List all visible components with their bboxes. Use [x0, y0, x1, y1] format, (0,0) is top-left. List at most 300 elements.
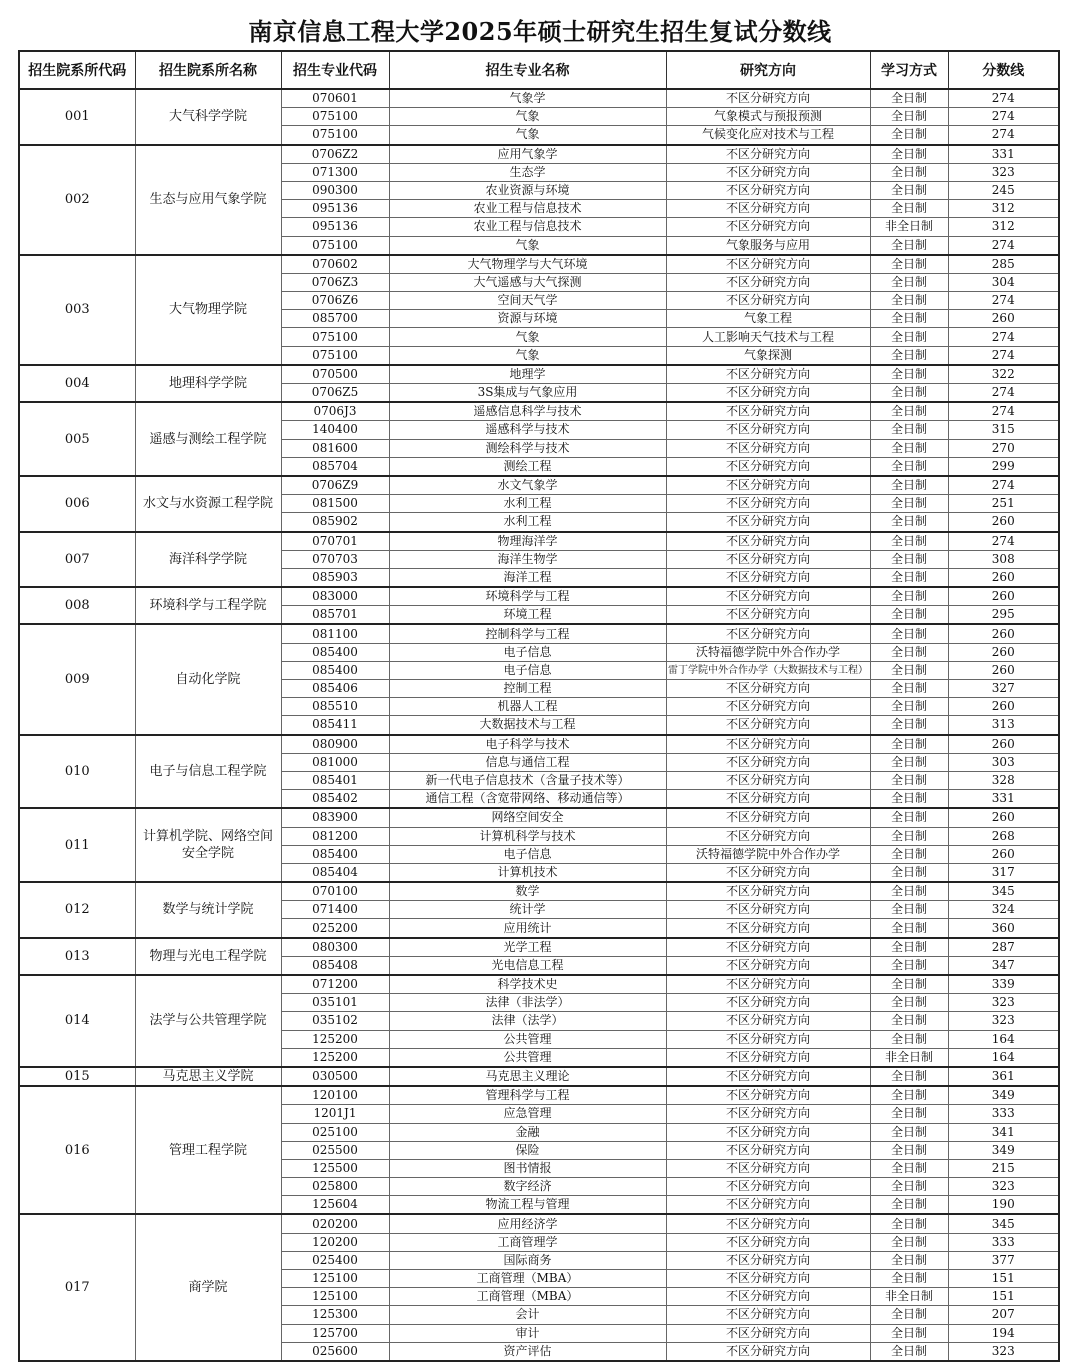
header-major-code: 招生专业代码: [281, 51, 389, 89]
direction-cell: 不区分研究方向: [666, 1342, 870, 1361]
major-code-cell: 0706Z9: [281, 476, 389, 495]
major-code-cell: 085902: [281, 513, 389, 532]
dept-name-cell: 大气科学学院: [135, 89, 281, 145]
major-code-cell: 085402: [281, 790, 389, 809]
study-mode-cell: 全日制: [870, 790, 948, 809]
major-name-cell: 生态学: [389, 163, 666, 181]
score-cell: 274: [948, 402, 1059, 421]
major-code-cell: 070703: [281, 550, 389, 568]
score-cell: 323: [948, 994, 1059, 1012]
major-code-cell: 085903: [281, 568, 389, 587]
direction-cell: 不区分研究方向: [666, 624, 870, 643]
major-code-cell: 085401: [281, 771, 389, 789]
major-name-cell: 测绘科学与技术: [389, 439, 666, 457]
score-cell: 331: [948, 145, 1059, 164]
score-cell: 347: [948, 956, 1059, 975]
dept-name-cell: 自动化学院: [135, 624, 281, 734]
major-code-cell: 085400: [281, 661, 389, 679]
direction-cell: 不区分研究方向: [666, 735, 870, 754]
study-mode-cell: 全日制: [870, 365, 948, 384]
study-mode-cell: 全日制: [870, 1123, 948, 1141]
header-mode: 学习方式: [870, 51, 948, 89]
dept-code-cell: 014: [19, 975, 135, 1067]
major-code-cell: 0706Z6: [281, 292, 389, 310]
study-mode-cell: 全日制: [870, 827, 948, 845]
direction-cell: 不区分研究方向: [666, 994, 870, 1012]
dept-name-cell: 计算机学院、网络空间安全学院: [135, 808, 281, 882]
major-code-cell: 070100: [281, 882, 389, 901]
major-code-cell: 125200: [281, 1030, 389, 1048]
direction-cell: 不区分研究方向: [666, 457, 870, 476]
major-code-cell: 085510: [281, 698, 389, 716]
score-cell: 274: [948, 108, 1059, 126]
dept-code-cell: 001: [19, 89, 135, 145]
dept-name-cell: 遥感与测绘工程学院: [135, 402, 281, 476]
major-name-cell: 光电信息工程: [389, 956, 666, 975]
major-name-cell: 应用统计: [389, 919, 666, 938]
direction-cell: 不区分研究方向: [666, 1067, 870, 1086]
major-code-cell: 1201J1: [281, 1105, 389, 1123]
direction-cell: 不区分研究方向: [666, 513, 870, 532]
study-mode-cell: 全日制: [870, 1086, 948, 1105]
major-name-cell: 水利工程: [389, 513, 666, 532]
direction-cell: 沃特福德学院中外合作办学: [666, 845, 870, 863]
major-name-cell: 大气遥感与大气探测: [389, 273, 666, 291]
score-cell: 324: [948, 901, 1059, 919]
study-mode-cell: 全日制: [870, 513, 948, 532]
score-cell: 312: [948, 218, 1059, 236]
major-code-cell: 070701: [281, 532, 389, 551]
direction-cell: 不区分研究方向: [666, 402, 870, 421]
major-name-cell: 水文气象学: [389, 476, 666, 495]
table-row: [19, 587, 1059, 606]
score-cell: 270: [948, 439, 1059, 457]
table-row: [19, 402, 1059, 421]
study-mode-cell: 全日制: [870, 661, 948, 679]
direction-cell: 不区分研究方向: [666, 181, 870, 199]
study-mode-cell: 全日制: [870, 550, 948, 568]
major-name-cell: 大气物理学与大气环境: [389, 255, 666, 274]
major-code-cell: 025600: [281, 1342, 389, 1361]
table-row: [19, 808, 1059, 827]
dept-code-cell: 004: [19, 365, 135, 402]
dept-name-cell: 地理科学学院: [135, 365, 281, 402]
major-name-cell: 环境工程: [389, 606, 666, 625]
study-mode-cell: 全日制: [870, 1270, 948, 1288]
table-row: [19, 476, 1059, 495]
table-row: [19, 532, 1059, 551]
major-name-cell: 网络空间安全: [389, 808, 666, 827]
direction-cell: 不区分研究方向: [666, 919, 870, 938]
score-cell: 331: [948, 790, 1059, 809]
major-code-cell: 025100: [281, 1123, 389, 1141]
major-code-cell: 085704: [281, 457, 389, 476]
study-mode-cell: 全日制: [870, 1141, 948, 1159]
major-name-cell: 气象: [389, 328, 666, 346]
page-title: 南京信息工程大学2025年硕士研究生招生复试分数线: [248, 17, 832, 46]
major-code-cell: 085400: [281, 845, 389, 863]
direction-cell: 气象探测: [666, 346, 870, 365]
major-name-cell: 农业工程与信息技术: [389, 200, 666, 218]
major-code-cell: 081500: [281, 495, 389, 513]
score-cell: 377: [948, 1251, 1059, 1269]
major-name-cell: 公共管理: [389, 1030, 666, 1048]
score-cell: 260: [948, 513, 1059, 532]
score-cell: 287: [948, 938, 1059, 957]
direction-cell: 气象工程: [666, 310, 870, 328]
score-cell: 304: [948, 273, 1059, 291]
score-cell: 333: [948, 1233, 1059, 1251]
dept-name-cell: 环境科学与工程学院: [135, 587, 281, 624]
major-name-cell: 遥感科学与技术: [389, 421, 666, 439]
study-mode-cell: 全日制: [870, 735, 948, 754]
score-cell: 303: [948, 753, 1059, 771]
study-mode-cell: 全日制: [870, 753, 948, 771]
score-table: [18, 50, 1060, 1362]
score-cell: 268: [948, 827, 1059, 845]
major-code-cell: 0706J3: [281, 402, 389, 421]
major-name-cell: 电子信息: [389, 643, 666, 661]
score-cell: 360: [948, 919, 1059, 938]
major-code-cell: 071200: [281, 975, 389, 994]
study-mode-cell: 全日制: [870, 624, 948, 643]
major-code-cell: 120200: [281, 1233, 389, 1251]
dept-code-cell: 008: [19, 587, 135, 624]
direction-cell: 沃特福德学院中外合作办学: [666, 643, 870, 661]
major-code-cell: 071400: [281, 901, 389, 919]
direction-cell: 不区分研究方向: [666, 532, 870, 551]
direction-cell: 不区分研究方向: [666, 1288, 870, 1306]
major-name-cell: 数字经济: [389, 1178, 666, 1196]
study-mode-cell: 全日制: [870, 882, 948, 901]
score-cell: 274: [948, 384, 1059, 403]
score-cell: 260: [948, 698, 1059, 716]
score-cell: 349: [948, 1141, 1059, 1159]
major-code-cell: 075100: [281, 328, 389, 346]
major-name-cell: 工商管理学: [389, 1233, 666, 1251]
score-cell: 315: [948, 421, 1059, 439]
major-name-cell: 机器人工程: [389, 698, 666, 716]
direction-cell: 人工影响天气技术与工程: [666, 328, 870, 346]
major-name-cell: 农业工程与信息技术: [389, 218, 666, 236]
study-mode-cell: 全日制: [870, 89, 948, 108]
table-row: [19, 882, 1059, 901]
major-code-cell: 120100: [281, 1086, 389, 1105]
major-code-cell: 035102: [281, 1012, 389, 1030]
direction-cell: 不区分研究方向: [666, 1159, 870, 1177]
major-name-cell: 控制工程: [389, 680, 666, 698]
dept-name-cell: 物理与光电工程学院: [135, 938, 281, 975]
direction-cell: 不区分研究方向: [666, 292, 870, 310]
major-code-cell: 095136: [281, 200, 389, 218]
score-cell: 308: [948, 550, 1059, 568]
major-code-cell: 081200: [281, 827, 389, 845]
header-score: 分数线: [948, 51, 1059, 89]
major-name-cell: 图书情报: [389, 1159, 666, 1177]
score-cell: 312: [948, 200, 1059, 218]
direction-cell: 不区分研究方向: [666, 421, 870, 439]
study-mode-cell: 全日制: [870, 938, 948, 957]
study-mode-cell: 全日制: [870, 901, 948, 919]
table-row: [19, 1214, 1059, 1233]
score-cell: 260: [948, 568, 1059, 587]
major-name-cell: 资产评估: [389, 1342, 666, 1361]
study-mode-cell: 全日制: [870, 919, 948, 938]
dept-name-cell: 生态与应用气象学院: [135, 145, 281, 255]
study-mode-cell: 全日制: [870, 292, 948, 310]
score-cell: 323: [948, 163, 1059, 181]
study-mode-cell: 全日制: [870, 328, 948, 346]
direction-cell: 不区分研究方向: [666, 606, 870, 625]
major-name-cell: 信息与通信工程: [389, 753, 666, 771]
dept-name-cell: 法学与公共管理学院: [135, 975, 281, 1067]
score-cell: 274: [948, 89, 1059, 108]
dept-code-cell: 003: [19, 255, 135, 365]
study-mode-cell: 全日制: [870, 956, 948, 975]
major-name-cell: 国际商务: [389, 1251, 666, 1269]
major-code-cell: 085408: [281, 956, 389, 975]
dept-name-cell: 管理工程学院: [135, 1086, 281, 1214]
major-name-cell: 通信工程（含宽带网络、移动通信等）: [389, 790, 666, 809]
table-row: [19, 624, 1059, 643]
direction-cell: 不区分研究方向: [666, 587, 870, 606]
major-name-cell: 保险: [389, 1141, 666, 1159]
direction-cell: 不区分研究方向: [666, 863, 870, 882]
direction-cell: 不区分研究方向: [666, 273, 870, 291]
major-name-cell: 新一代电子信息技术（含量子技术等）: [389, 771, 666, 789]
direction-cell: 雷丁学院中外合作办学（大数据技术与工程）: [666, 661, 870, 679]
table-row: [19, 1067, 1059, 1086]
major-code-cell: 075100: [281, 126, 389, 145]
major-name-cell: 气象学: [389, 89, 666, 108]
table-body: [19, 89, 1059, 1361]
score-cell: 285: [948, 255, 1059, 274]
dept-name-cell: 电子与信息工程学院: [135, 735, 281, 809]
study-mode-cell: 全日制: [870, 346, 948, 365]
dept-code-cell: 012: [19, 882, 135, 938]
major-name-cell: 水利工程: [389, 495, 666, 513]
major-name-cell: 物理海洋学: [389, 532, 666, 551]
major-code-cell: 025500: [281, 1141, 389, 1159]
direction-cell: 不区分研究方向: [666, 680, 870, 698]
table-row: [19, 145, 1059, 164]
major-code-cell: 085411: [281, 716, 389, 735]
dept-code-cell: 002: [19, 145, 135, 255]
score-cell: 349: [948, 1086, 1059, 1105]
score-cell: 323: [948, 1012, 1059, 1030]
direction-cell: 不区分研究方向: [666, 753, 870, 771]
major-code-cell: 020200: [281, 1214, 389, 1233]
major-code-cell: 081100: [281, 624, 389, 643]
major-code-cell: 090300: [281, 181, 389, 199]
study-mode-cell: 全日制: [870, 310, 948, 328]
direction-cell: 不区分研究方向: [666, 365, 870, 384]
direction-cell: 不区分研究方向: [666, 1324, 870, 1342]
score-cell: 260: [948, 624, 1059, 643]
direction-cell: 不区分研究方向: [666, 1251, 870, 1269]
dept-code-cell: 010: [19, 735, 135, 809]
score-cell: 328: [948, 771, 1059, 789]
direction-cell: 不区分研究方向: [666, 163, 870, 181]
direction-cell: 不区分研究方向: [666, 808, 870, 827]
major-name-cell: 电子信息: [389, 845, 666, 863]
study-mode-cell: 全日制: [870, 532, 948, 551]
study-mode-cell: 全日制: [870, 716, 948, 735]
direction-cell: 不区分研究方向: [666, 975, 870, 994]
direction-cell: 不区分研究方向: [666, 790, 870, 809]
study-mode-cell: 全日制: [870, 1012, 948, 1030]
major-name-cell: 物流工程与管理: [389, 1196, 666, 1215]
study-mode-cell: 全日制: [870, 1067, 948, 1086]
major-code-cell: 085700: [281, 310, 389, 328]
direction-cell: 不区分研究方向: [666, 1233, 870, 1251]
direction-cell: 不区分研究方向: [666, 938, 870, 957]
header-dept-name: 招生院系所名称: [135, 51, 281, 89]
major-code-cell: 085400: [281, 643, 389, 661]
score-cell: 323: [948, 1342, 1059, 1361]
score-cell: 190: [948, 1196, 1059, 1215]
major-code-cell: 080900: [281, 735, 389, 754]
direction-cell: 不区分研究方向: [666, 384, 870, 403]
study-mode-cell: 非全日制: [870, 1048, 948, 1067]
score-cell: 295: [948, 606, 1059, 625]
major-name-cell: 遥感信息科学与技术: [389, 402, 666, 421]
study-mode-cell: 全日制: [870, 145, 948, 164]
major-name-cell: 气象: [389, 346, 666, 365]
direction-cell: 不区分研究方向: [666, 568, 870, 587]
dept-code-cell: 009: [19, 624, 135, 734]
major-name-cell: 海洋生物学: [389, 550, 666, 568]
direction-cell: 不区分研究方向: [666, 218, 870, 236]
study-mode-cell: 全日制: [870, 808, 948, 827]
study-mode-cell: 全日制: [870, 1214, 948, 1233]
table-row: [19, 975, 1059, 994]
study-mode-cell: 全日制: [870, 994, 948, 1012]
dept-name-cell: 数学与统计学院: [135, 882, 281, 938]
score-cell: 194: [948, 1324, 1059, 1342]
major-code-cell: 085404: [281, 863, 389, 882]
study-mode-cell: 全日制: [870, 1342, 948, 1361]
header-dept-code: 招生院系所代码: [19, 51, 135, 89]
dept-name-cell: 商学院: [135, 1214, 281, 1361]
score-cell: 327: [948, 680, 1059, 698]
score-cell: 260: [948, 587, 1059, 606]
score-cell: 274: [948, 236, 1059, 255]
study-mode-cell: 全日制: [870, 439, 948, 457]
major-name-cell: 应用经济学: [389, 1214, 666, 1233]
study-mode-cell: 全日制: [870, 200, 948, 218]
major-name-cell: 统计学: [389, 901, 666, 919]
score-cell: 164: [948, 1048, 1059, 1067]
score-cell: 251: [948, 495, 1059, 513]
major-name-cell: 海洋工程: [389, 568, 666, 587]
direction-cell: 不区分研究方向: [666, 956, 870, 975]
study-mode-cell: 全日制: [870, 457, 948, 476]
direction-cell: 不区分研究方向: [666, 550, 870, 568]
dept-code-cell: 016: [19, 1086, 135, 1214]
major-name-cell: 气象: [389, 236, 666, 255]
direction-cell: 不区分研究方向: [666, 200, 870, 218]
study-mode-cell: 非全日制: [870, 218, 948, 236]
table-row: [19, 89, 1059, 108]
study-mode-cell: 全日制: [870, 1306, 948, 1324]
study-mode-cell: 全日制: [870, 643, 948, 661]
direction-cell: 不区分研究方向: [666, 1141, 870, 1159]
direction-cell: 不区分研究方向: [666, 1030, 870, 1048]
score-cell: 151: [948, 1288, 1059, 1306]
major-name-cell: 数学: [389, 882, 666, 901]
score-cell: 215: [948, 1159, 1059, 1177]
major-code-cell: 0706Z2: [281, 145, 389, 164]
study-mode-cell: 全日制: [870, 108, 948, 126]
major-code-cell: 125700: [281, 1324, 389, 1342]
direction-cell: 不区分研究方向: [666, 698, 870, 716]
major-code-cell: 140400: [281, 421, 389, 439]
score-table-wrapper: [18, 50, 1060, 1362]
score-cell: 339: [948, 975, 1059, 994]
major-name-cell: 工商管理（MBA）: [389, 1288, 666, 1306]
study-mode-cell: 全日制: [870, 698, 948, 716]
direction-cell: 不区分研究方向: [666, 89, 870, 108]
direction-cell: 不区分研究方向: [666, 1306, 870, 1324]
study-mode-cell: 全日制: [870, 587, 948, 606]
study-mode-cell: 全日制: [870, 1159, 948, 1177]
study-mode-cell: 全日制: [870, 1178, 948, 1196]
study-mode-cell: 全日制: [870, 863, 948, 882]
score-cell: 361: [948, 1067, 1059, 1086]
study-mode-cell: 全日制: [870, 1030, 948, 1048]
major-name-cell: 法律（非法学）: [389, 994, 666, 1012]
score-cell: 345: [948, 882, 1059, 901]
major-code-cell: 025200: [281, 919, 389, 938]
dept-name-cell: 海洋科学学院: [135, 532, 281, 588]
direction-cell: 不区分研究方向: [666, 1270, 870, 1288]
major-name-cell: 工商管理（MBA）: [389, 1270, 666, 1288]
dept-name-cell: 马克思主义学院: [135, 1067, 281, 1086]
direction-cell: 不区分研究方向: [666, 716, 870, 735]
study-mode-cell: 全日制: [870, 975, 948, 994]
score-cell: 260: [948, 845, 1059, 863]
direction-cell: 不区分研究方向: [666, 827, 870, 845]
major-code-cell: 083000: [281, 587, 389, 606]
study-mode-cell: 全日制: [870, 421, 948, 439]
direction-cell: 不区分研究方向: [666, 1105, 870, 1123]
direction-cell: 不区分研究方向: [666, 1086, 870, 1105]
major-name-cell: 大数据技术与工程: [389, 716, 666, 735]
major-name-cell: 科学技术史: [389, 975, 666, 994]
score-cell: 260: [948, 643, 1059, 661]
table-row: [19, 938, 1059, 957]
study-mode-cell: 非全日制: [870, 1288, 948, 1306]
major-code-cell: 070601: [281, 89, 389, 108]
major-name-cell: 地理学: [389, 365, 666, 384]
score-cell: 299: [948, 457, 1059, 476]
major-name-cell: 电子信息: [389, 661, 666, 679]
major-code-cell: 025400: [281, 1251, 389, 1269]
dept-code-cell: 017: [19, 1214, 135, 1361]
table-row: [19, 365, 1059, 384]
score-cell: 274: [948, 346, 1059, 365]
score-cell: 260: [948, 661, 1059, 679]
score-cell: 245: [948, 181, 1059, 199]
study-mode-cell: 全日制: [870, 1105, 948, 1123]
study-mode-cell: 全日制: [870, 1196, 948, 1215]
study-mode-cell: 全日制: [870, 402, 948, 421]
major-name-cell: 环境科学与工程: [389, 587, 666, 606]
major-code-cell: 030500: [281, 1067, 389, 1086]
study-mode-cell: 全日制: [870, 236, 948, 255]
direction-cell: 不区分研究方向: [666, 1123, 870, 1141]
